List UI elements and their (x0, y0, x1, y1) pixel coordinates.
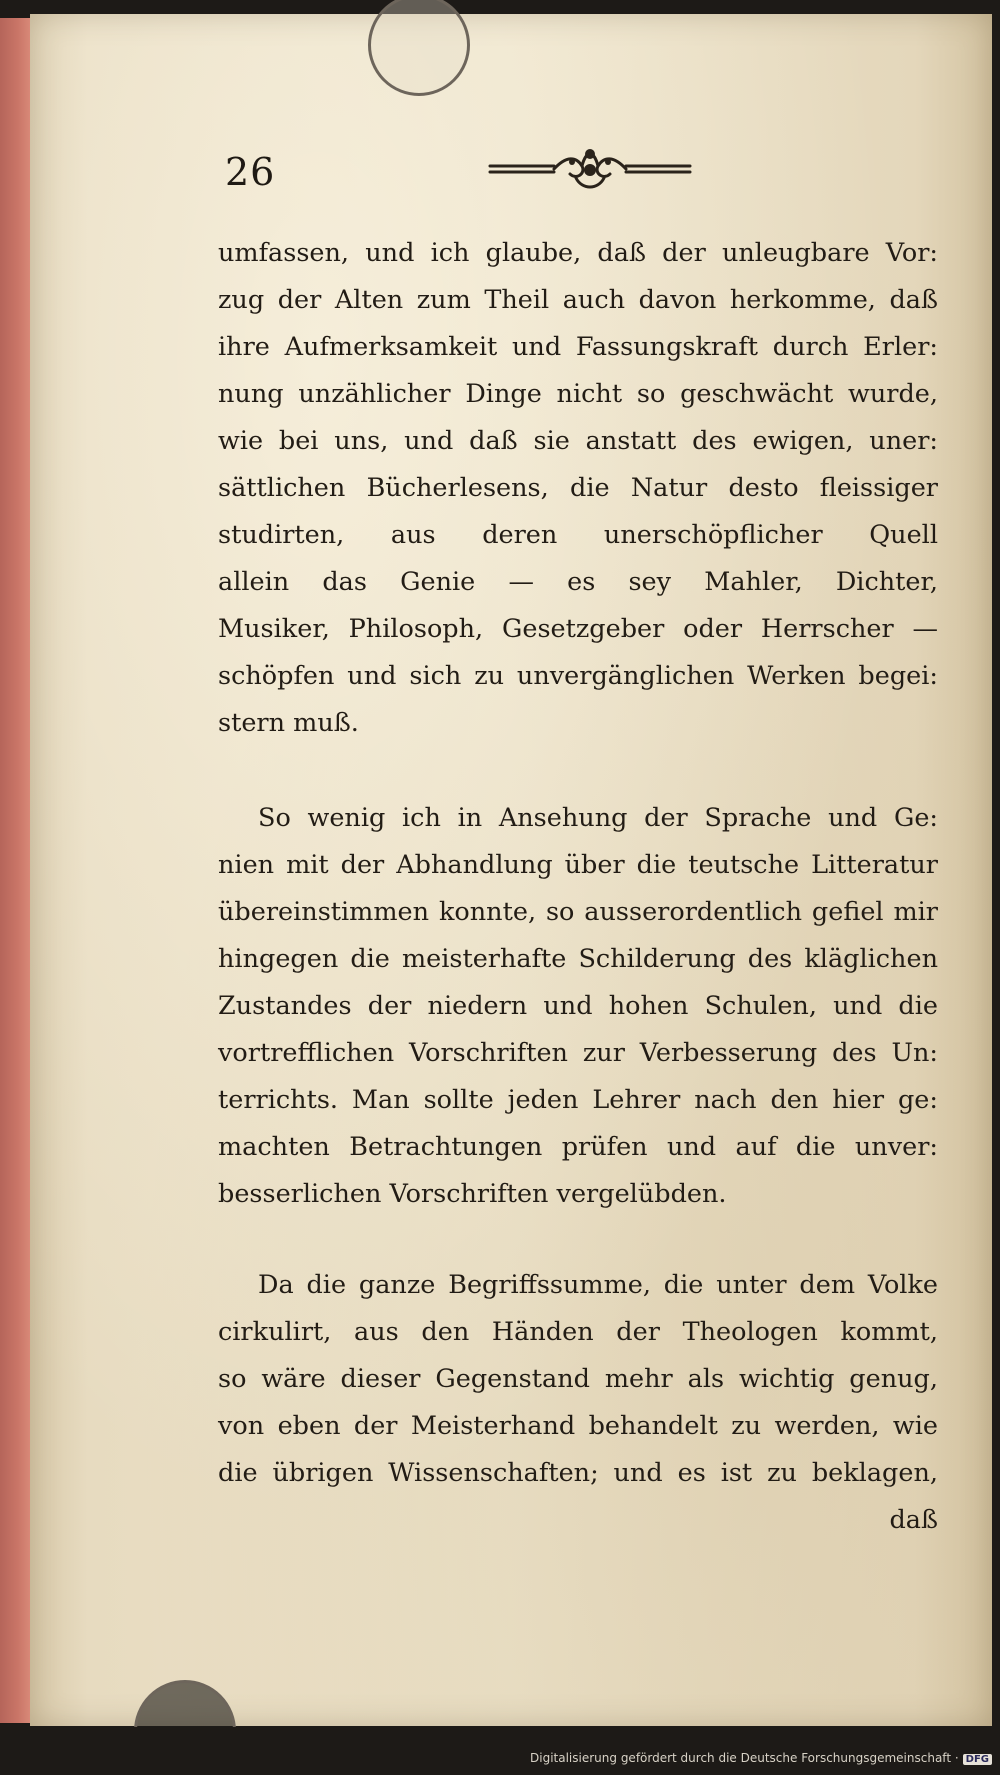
text-line: sättlichen Bücherlesens, die Natur desto fleissiger (218, 473, 938, 503)
text-line: die übrigen Wissenschaften; und es ist zu beklagen, (218, 1458, 938, 1488)
text-line: übereinstimmen konnte, so ausserordentlich gefiel mir (218, 897, 938, 927)
text-line: terrichts. Man sollte jeden Lehrer nach den hier ge: (218, 1085, 938, 1115)
text-line: stern muß. (218, 708, 359, 738)
text-line: nien mit der Abhandlung über die teutsche Litteratur (218, 850, 938, 880)
text-line: cirkulirt, aus den Händen der Theologen kommt, (218, 1317, 938, 1347)
text-line: Musiker, Philosoph, Gesetzgeber oder Herrscher — (218, 614, 938, 644)
text-line: studirten, aus deren unerschöpflicher Quell (218, 520, 938, 550)
page-number: 26 (225, 150, 276, 194)
text-line: machten Betrachtungen prüfen und auf die unver: (218, 1132, 938, 1162)
text-line: nung unzählicher Dinge nicht so geschwächt wurde, (218, 379, 938, 409)
catchword: daß (889, 1505, 938, 1535)
text-line: Da die ganze Begriffssumme, die unter dem Volke (258, 1270, 938, 1300)
text-line: allein das Genie — es sey Mahler, Dichter, (218, 567, 938, 597)
text-line: so wäre dieser Gegenstand mehr als wichtig genug, (218, 1364, 938, 1394)
text-line: wie bei uns, und daß sie anstatt des ewigen, uner: (218, 426, 938, 456)
paragraph-2 (218, 795, 938, 1218)
text-line: So wenig ich in Ansehung der Sprache und Ge: (258, 803, 938, 833)
text-line: von eben der Meisterhand behandelt zu werden, wie (218, 1411, 938, 1441)
paragraph-3 (218, 1262, 938, 1544)
text-line: umfassen, und ich glaube, daß der unleugbare Vor: (218, 238, 938, 268)
text-line: zug der Alten zum Theil auch davon herkomme, daß (218, 285, 938, 315)
binding-clip-top (368, 0, 470, 96)
text-line: Zustandes der niedern und hohen Schulen, und die (218, 991, 938, 1021)
digitization-credit (528, 1751, 994, 1765)
dfg-logo: DFG (963, 1754, 992, 1765)
paragraph-1 (218, 230, 938, 747)
text-line: schöpfen und sich zu unvergänglichen Werken begei: (218, 661, 938, 691)
floral-ornament-icon (488, 140, 692, 200)
text-line: vortrefflichen Vorschriften zur Verbesserung des Un: (218, 1038, 938, 1068)
credit-text: Digitalisierung gefördert durch die Deutsche Forschungsgemeinschaft · (530, 1751, 959, 1765)
text-line: ihre Aufmerksamkeit und Fassungskraft durch Erler: (218, 332, 938, 362)
text-line: besserlichen Vorschriften vergelübden. (218, 1179, 727, 1209)
text-line: hingegen die meisterhafte Schilderung des kläglichen (218, 944, 938, 974)
